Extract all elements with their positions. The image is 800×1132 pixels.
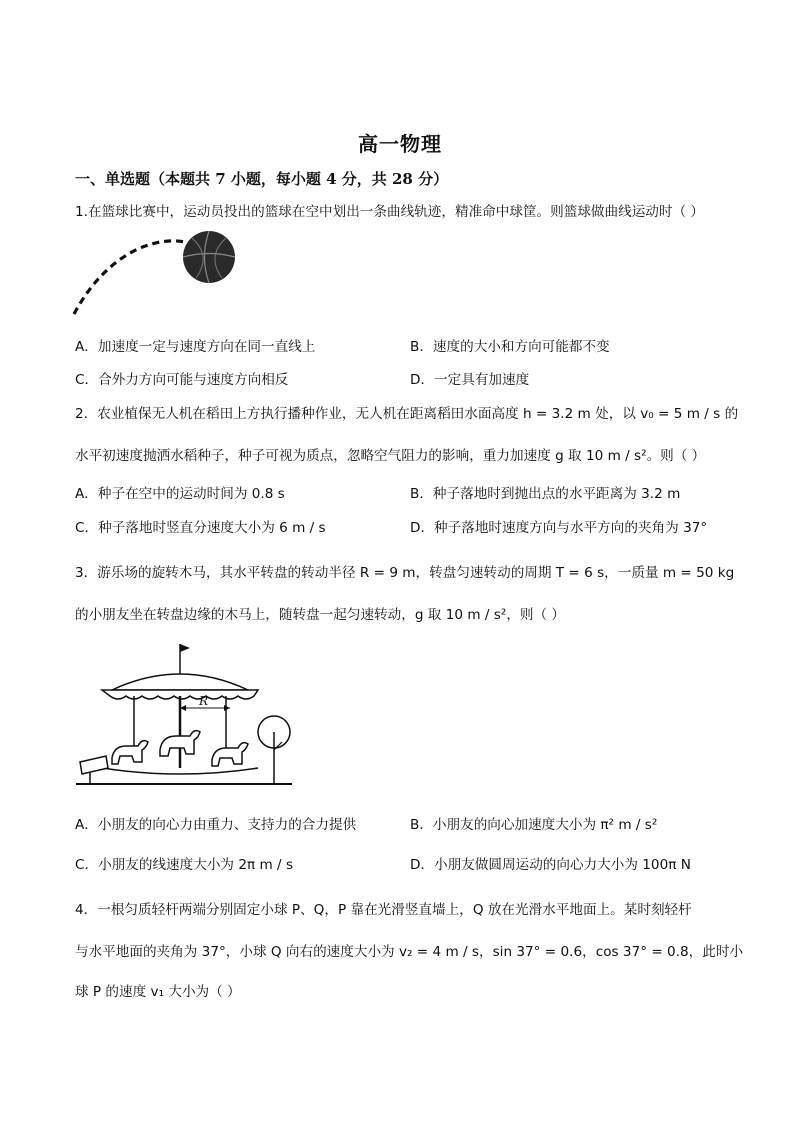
q3-option-b: B．小朋友的向心加速度大小为 π² m / s² bbox=[410, 817, 658, 833]
q1-option-c: C．合外力方向可能与速度方向相反 bbox=[75, 372, 289, 388]
basketball-icon bbox=[183, 231, 235, 283]
carousel-figure bbox=[72, 638, 296, 790]
q1-stem: 1.在篮球比赛中，运动员投出的篮球在空中划出一条曲线轨迹，精准命中球筐。则篮球做曲线运动时（ ） bbox=[75, 204, 705, 220]
q2-option-a: A．种子在空中的运动时间为 0.8 s bbox=[75, 486, 285, 502]
tree-icon bbox=[258, 716, 290, 784]
flag-icon bbox=[180, 644, 190, 652]
q2-option-d: D．种子落地时速度方向与水平方向的夹角为 37° bbox=[410, 520, 708, 536]
document-title: 高一物理 bbox=[358, 132, 442, 156]
basketball-trajectory-figure bbox=[70, 226, 240, 320]
q1-option-d: D．一定具有加速度 bbox=[410, 372, 530, 388]
q3-option-c: C．小朋友的线速度大小为 2π m / s bbox=[75, 857, 294, 873]
q2-stem-line1: 2．农业植保无人机在稻田上方执行播种作业，无人机在距离稻田水面高度 h = 3.2 m 处，以 v₀ = 5 m / s 的 bbox=[75, 406, 739, 422]
q3-stem-line2: 的小朋友坐在转盘边缘的木马上，随转盘一起匀速转动，g 取 10 m / s²，则（ ） bbox=[75, 607, 566, 623]
q4-stem-line2: 与水平地面的夹角为 37°，小球 Q 向右的速度大小为 v₂ = 4 m / s，sin 37° = 0.6，cos 37° = 0.8，此时小 bbox=[75, 944, 744, 960]
q4-stem-line1: 4．一根匀质轻杆两端分别固定小球 P、Q，P 靠在光滑竖直墙上，Q 放在光滑水平地面上。某时刻轻杆 bbox=[75, 902, 692, 918]
q3-option-a: A．小朋友的向心力由重力、支持力的合力提供 bbox=[75, 817, 357, 833]
q2-option-b: B．种子落地时到抛出点的水平距离为 3.2 m bbox=[410, 486, 681, 502]
q1-option-a: A．加速度一定与速度方向在同一直线上 bbox=[75, 339, 316, 355]
radius-label: R bbox=[199, 694, 209, 708]
q2-stem-line2: 水平初速度抛洒水稻种子，种子可视为质点，忽略空气阻力的影响，重力加速度 g 取 10 m / s²。则（ ） bbox=[75, 448, 706, 464]
q4-stem-line3: 球 P 的速度 v₁ 大小为（ ） bbox=[75, 984, 241, 1000]
q2-option-c: C．种子落地时竖直分速度大小为 6 m / s bbox=[75, 520, 326, 536]
q3-stem-line1: 3．游乐场的旋转木马，其水平转盘的转动半径 R = 9 m，转盘匀速转动的周期 T = 6 s，一质量 m = 50 kg bbox=[75, 565, 735, 581]
section-heading: 一、单选题（本题共 7 小题，每小题 4 分，共 28 分） bbox=[75, 170, 449, 188]
sign-icon bbox=[80, 756, 108, 784]
q3-option-d: D．小朋友做圆周运动的向心力大小为 100π N bbox=[410, 857, 691, 873]
q1-option-b: B．速度的大小和方向可能都不变 bbox=[410, 339, 610, 355]
